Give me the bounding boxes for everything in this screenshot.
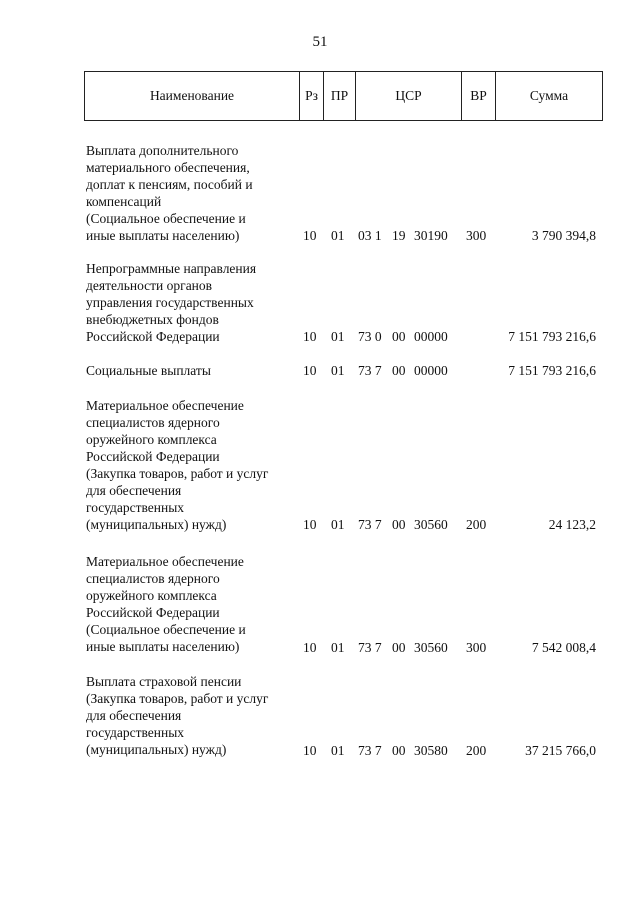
- row-csr-program: 73 0: [358, 329, 382, 344]
- header-rz: Рз: [300, 72, 324, 120]
- row-name: Выплата дополнительного материального обеспечения, доплат к пенсиям, пособий и компенсаций (Социальное обеспечение и иные выплаты населению): [86, 143, 253, 243]
- row-pr: 01: [331, 228, 345, 243]
- row-csr-program: 03 1: [358, 228, 382, 243]
- row-csr-direction: 00000: [414, 329, 448, 344]
- row-pr: 01: [331, 517, 345, 532]
- row-csr-direction: 30560: [414, 517, 448, 532]
- row-sum: 7 151 793 216,6: [508, 329, 596, 344]
- row-csr-subprogram: 00: [392, 363, 406, 378]
- row-csr-subprogram: 19: [392, 228, 406, 243]
- row-rz: 10: [303, 517, 317, 532]
- row-csr-program: 73 7: [358, 517, 382, 532]
- header-vr: ВР: [462, 72, 496, 120]
- row-sum: 24 123,2: [548, 517, 596, 532]
- row-codes: [0, 639, 640, 656]
- row-codes: [0, 362, 640, 379]
- row-vr: 200: [466, 517, 487, 532]
- row-csr-direction: 30190: [414, 228, 448, 243]
- header-sum: Сумма: [529, 88, 569, 103]
- row-pr: 01: [331, 363, 345, 378]
- page-number: 51: [312, 34, 328, 50]
- row-csr-program: 73 7: [358, 743, 382, 758]
- row-rz: 10: [303, 329, 317, 344]
- row-csr-subprogram: 00: [392, 517, 406, 532]
- row-csr-direction: 00000: [414, 363, 448, 378]
- row-csr-direction: 30580: [414, 743, 448, 758]
- row-csr-subprogram: 00: [392, 640, 406, 655]
- row-name: Непрограммные направления деятельности органов управления государственных внебюджетных фондов Российской Федерации: [86, 261, 257, 344]
- row-rz: 10: [303, 228, 317, 243]
- row-codes: [0, 227, 640, 244]
- row-csr-subprogram: 00: [392, 329, 406, 344]
- row-vr: 200: [466, 743, 487, 758]
- row-rz: 10: [303, 743, 317, 758]
- header-csr: ЦСР: [356, 72, 462, 120]
- row-codes: [0, 742, 640, 759]
- row-csr-program: 73 7: [358, 640, 382, 655]
- row-sum: 7 542 008,4: [531, 640, 596, 655]
- row-pr: 01: [331, 640, 345, 655]
- row-name: Материальное обеспечение специалистов ядерного оружейного комплекса Российской Федерации (Социальное обеспечение и иные выплаты населению): [86, 554, 246, 654]
- row-name: Выплата страховой пенсии (Закупка товаров, работ и услуг для обеспечения государственных (муниципальных) нужд): [86, 674, 269, 757]
- row-sum: 37 215 766,0: [525, 743, 596, 758]
- row-vr: 300: [466, 640, 487, 655]
- row-rz: 10: [303, 363, 317, 378]
- header-name: Наименование: [85, 72, 300, 120]
- row-codes: [0, 328, 640, 345]
- table-header: [84, 71, 603, 121]
- header-pr: ПР: [324, 72, 356, 120]
- row-pr: 01: [331, 743, 345, 758]
- row-vr: 300: [466, 228, 487, 243]
- row-sum: 3 790 394,8: [531, 228, 596, 243]
- row-codes: [0, 516, 640, 533]
- row-csr-program: 73 7: [358, 363, 382, 378]
- row-csr-direction: 30560: [414, 640, 448, 655]
- row-pr: 01: [331, 329, 345, 344]
- row-csr-subprogram: 00: [392, 743, 406, 758]
- row-name: Материальное обеспечение специалистов ядерного оружейного комплекса Российской Федерации (Закупка товаров, работ и услуг для обеспечения государственных (муниципальных) нужд): [86, 398, 269, 532]
- row-rz: 10: [303, 640, 317, 655]
- row-name: Социальные выплаты: [86, 363, 211, 378]
- row-sum: 7 151 793 216,6: [508, 363, 596, 378]
